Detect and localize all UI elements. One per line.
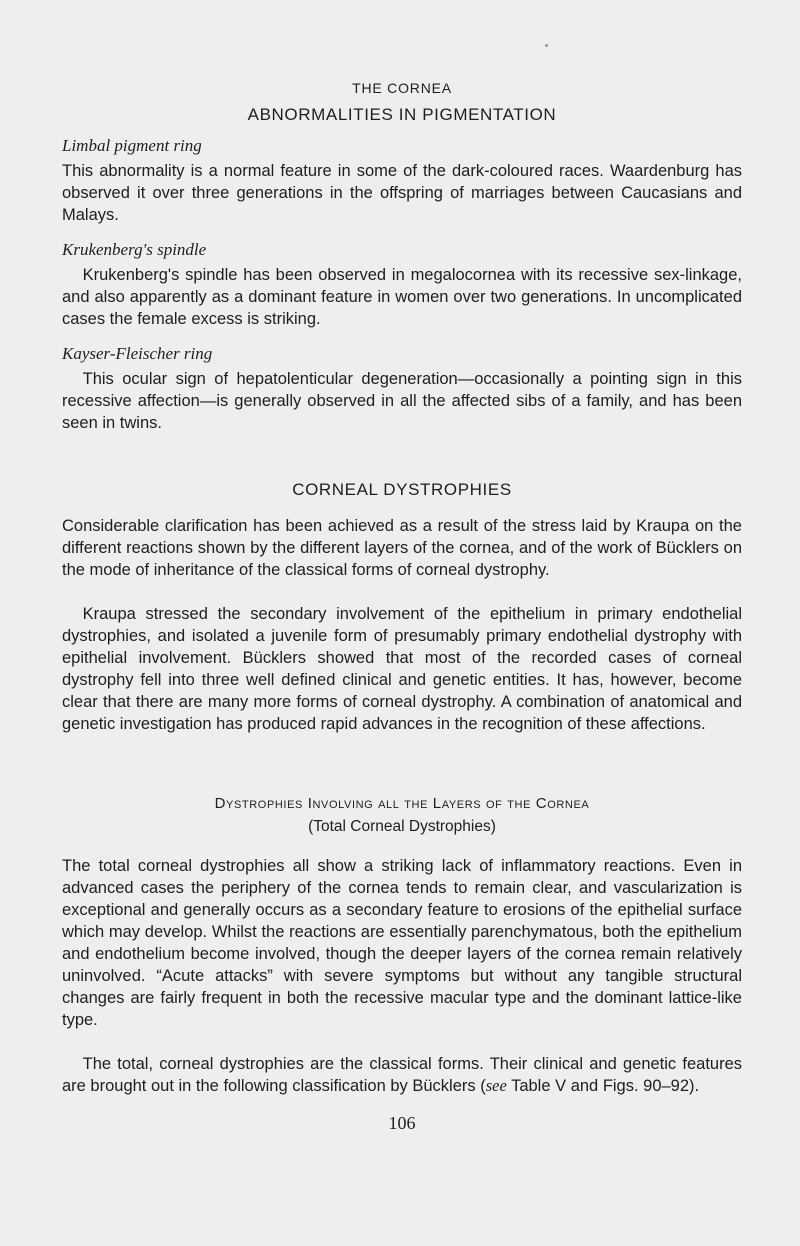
subheading-kayser-fleischer-ring: Kayser-Fleischer ring	[62, 344, 213, 363]
running-head: THE CORNEA	[352, 80, 452, 96]
book-page	[62, 0, 742, 1246]
heading-total-dystrophies: Dystrophies Involving all the Layers of the Cornea	[214, 795, 590, 812]
paragraph-dystrophies-intro: Considerable clarification has been achieved as a result of the stress laid by Kraupa on the different reactions shown by the different layers of the cornea, and of the work of Bücklers on the mode of inheritance of the classical forms of corneal dystrophy.	[62, 517, 742, 579]
section-title-pigmentation: ABNORMALITIES IN PIGMENTATION	[247, 105, 557, 124]
subheading-limbal-pigment-ring: Limbal pigment ring	[62, 136, 202, 155]
see-reference: see	[485, 1076, 507, 1095]
paragraph-limbal: This abnormality is a normal feature in some of the dark-coloured races. Waardenburg has observed it over three generations in the offspring of marriages between Caucasians and Malays.	[62, 162, 742, 224]
subheading-total-corneal-dystrophies: (Total Corneal Dystrophies)	[308, 818, 496, 835]
text-table-reference: Table V and Figs. 90–92).	[506, 1077, 700, 1095]
page-number: 106	[388, 1113, 416, 1133]
subheading-krukenberg-spindle: Krukenberg's spindle	[62, 240, 207, 259]
paragraph-total-dystrophies: The total corneal dystrophies all show a striking lack of inflammatory reactions. Even in advanced cases the periphery of the cornea tends to remain clear, and vascularization is exceptional and generally occurs as a secondary feature to erosions of the epithelial surface which may develop. Whilst the reactions are essentially parenchymatous, both the epithelium and endothelium become involved, though the deeper layers of the cornea remain relatively uninvolved. “Acute attacks” with severe symptoms but without any tangible structural changes are fairly frequent in both the recessive macular type and the dominant lattice-like type.	[62, 857, 742, 1029]
section-title-corneal-dystrophies: CORNEAL DYSTROPHIES	[292, 480, 512, 499]
paragraph-krukenberg: Krukenberg's spindle has been observed in megalocornea with its recessive sex-linkage, and also apparently as a dominant feature in women over two generations. In uncomplicated cases the female excess is striking.	[62, 266, 742, 328]
paragraph-classical-forms	[62, 1053, 742, 1097]
paragraph-dystrophies-kraupa: Kraupa stressed the secondary involvement of the epithelium in primary endothelial dystrophies, and isolated a juvenile form of presumably primary endothelial dystrophy with epithelial involvement. Bücklers showed that most of the recorded cases of corneal dystrophy fell into three well defined clinical and genetic entities. It has, however, become clear that there are many more forms of corneal dystrophy. A combination of anatomical and genetic investigation has produced rapid advances in the recognition of these affections.	[62, 605, 742, 733]
text-classical-forms: The total, corneal dystrophies are the classical forms. Their clinical and genetic features are brought out in the following classification by Bücklers (	[62, 1055, 742, 1095]
paragraph-kayser: This ocular sign of hepatolenticular degeneration—occasionally a pointing sign in this recessive affection—is generally observed in all the affected sibs of a family, and has been seen in twins.	[62, 370, 742, 432]
